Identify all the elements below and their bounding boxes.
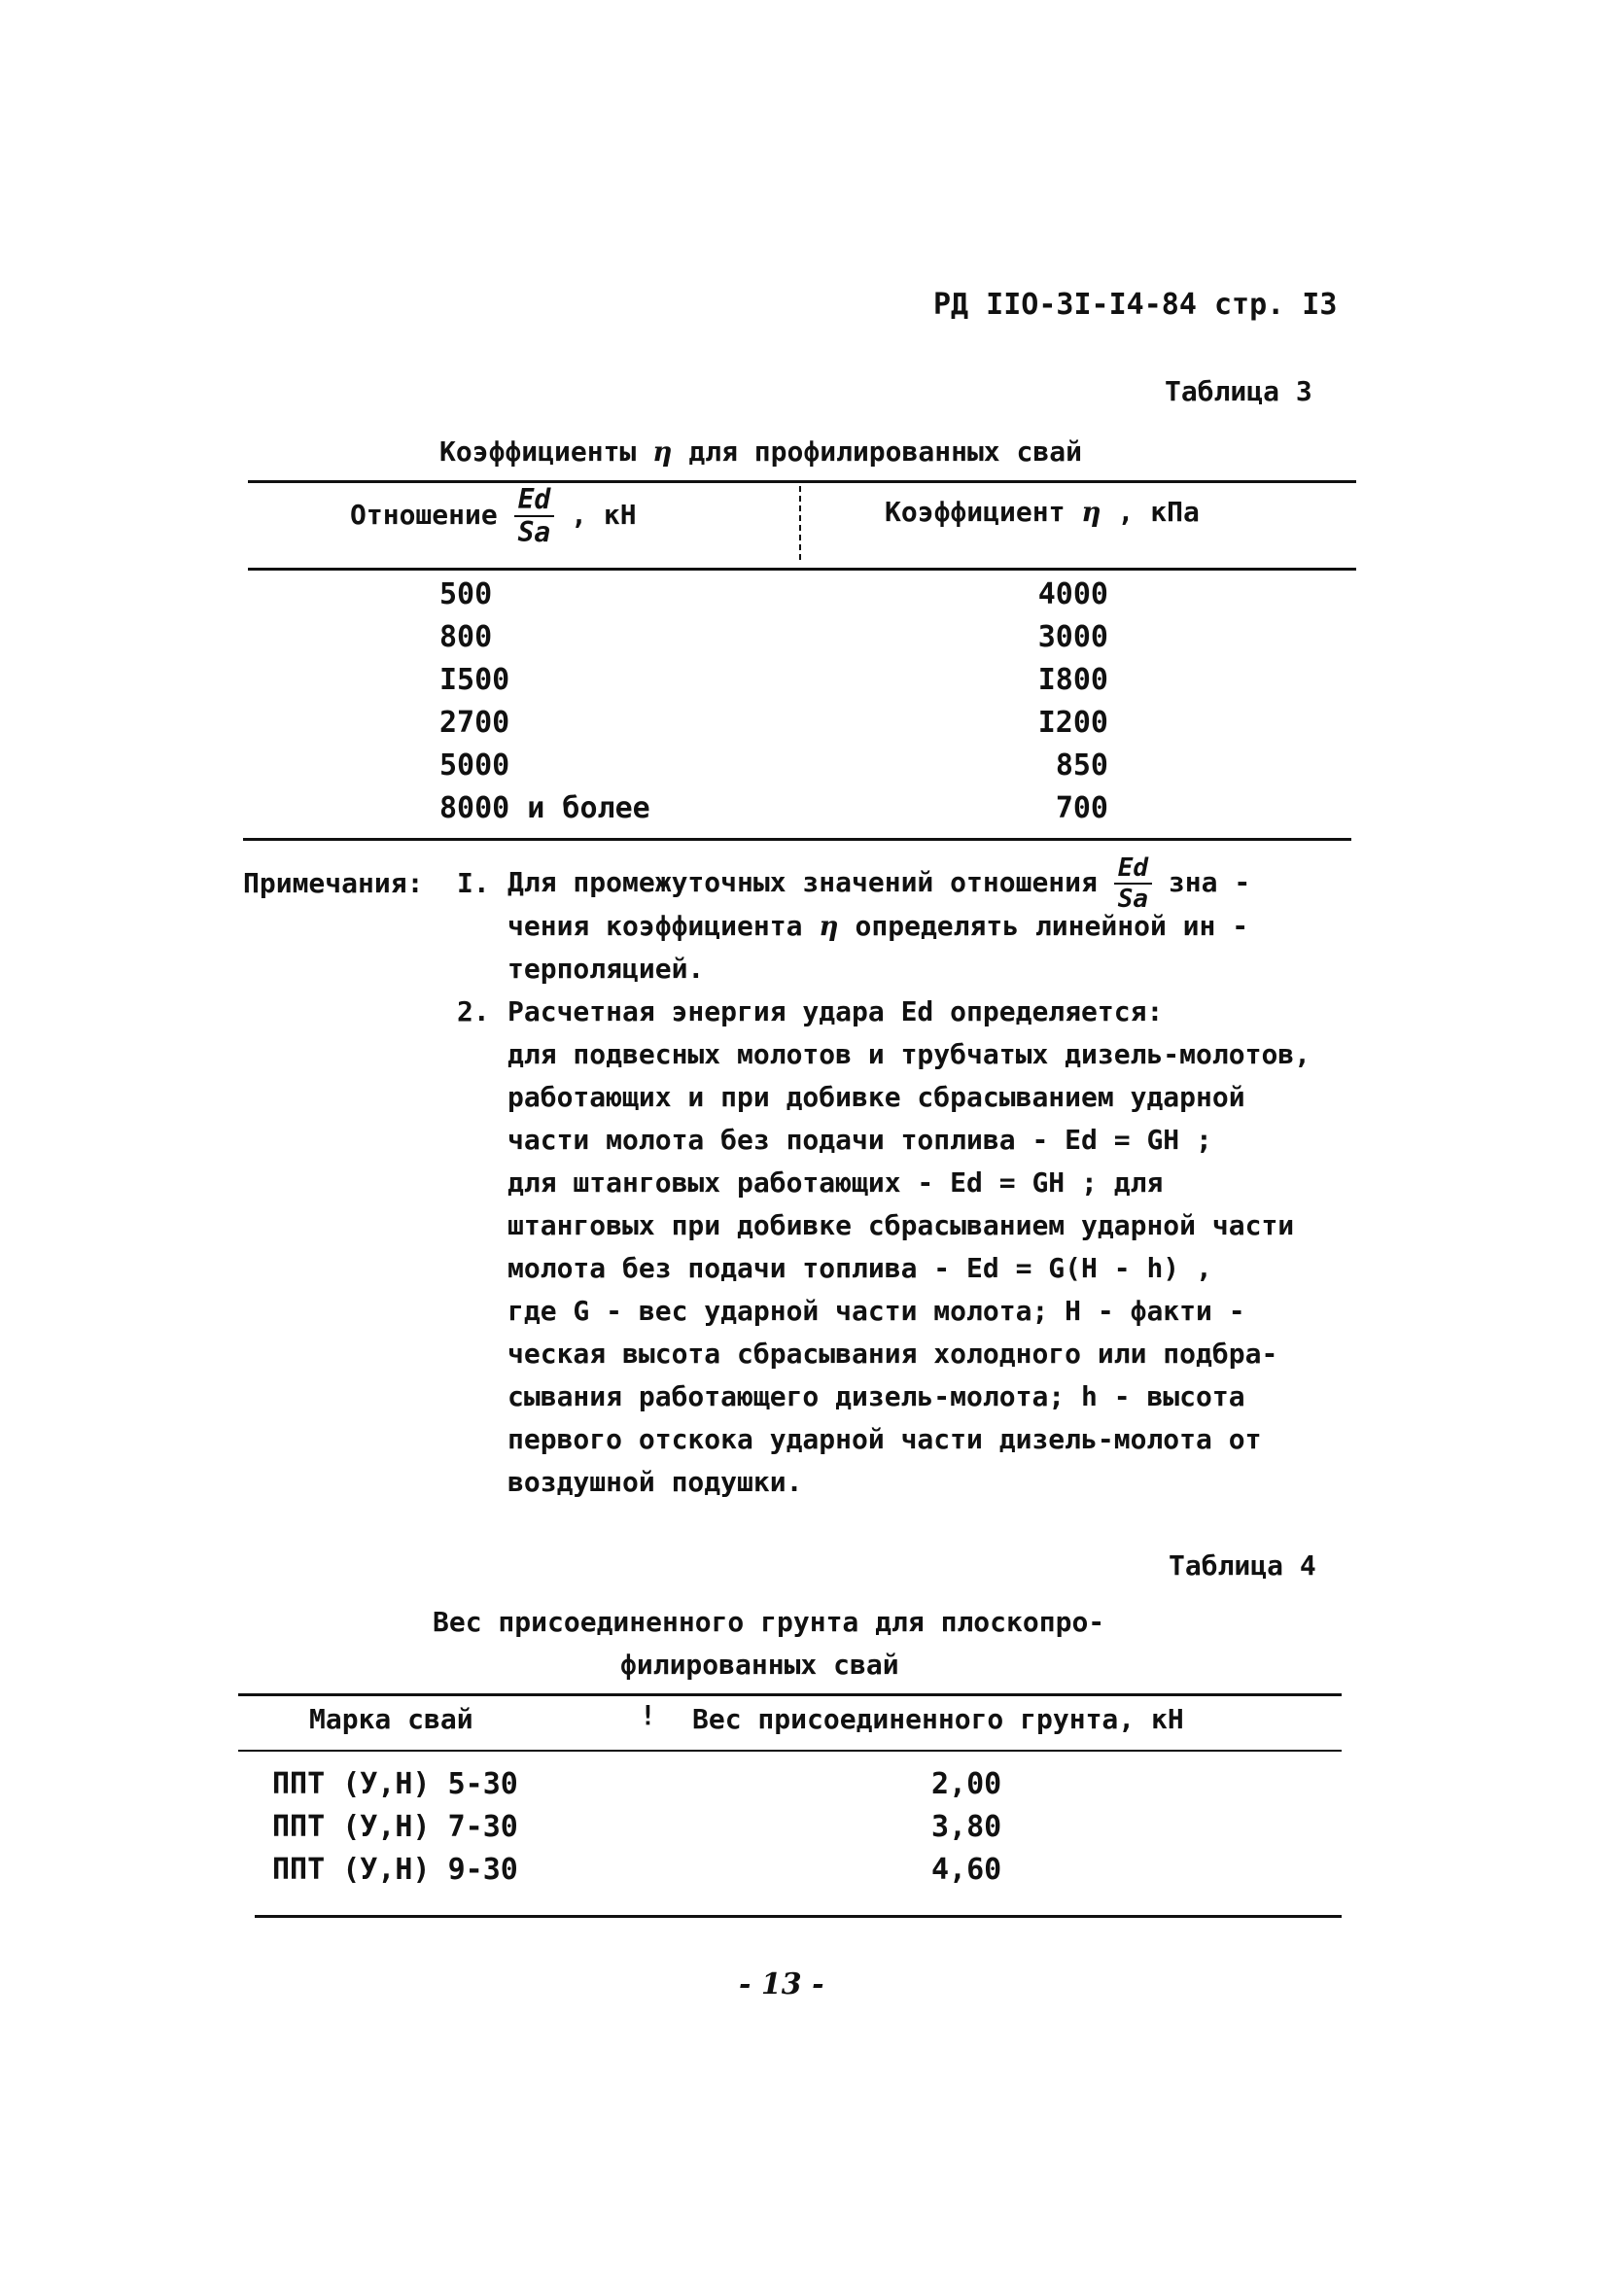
note2-line12: воздушной подушки. [507, 1466, 803, 1498]
note1-fraction [1114, 855, 1152, 912]
table3-row-1-ratio: 500 [439, 577, 493, 611]
table3-column-separator [799, 486, 801, 560]
table4-row-2-weight: 3,80 [931, 1810, 1002, 1844]
table3-row-4-ratio: 2700 [439, 706, 510, 740]
fraction-numerator: Ed [514, 486, 555, 517]
note1-line1 [507, 855, 1250, 912]
table4-row-1-mark: ППТ (У,Н) 5-30 [272, 1767, 518, 1801]
fraction-denominator: Sa [517, 516, 551, 548]
table3-row-6-coef: 700 [1055, 791, 1108, 825]
table3-col1-header-label: Отношение [350, 499, 498, 531]
note1-fraction-numerator: Ed [1114, 855, 1152, 885]
note1-line2 [507, 910, 1248, 942]
note1-number: I. [457, 867, 490, 899]
note2-line2: для подвесных молотов и трубчатых дизель-молотов, [507, 1038, 1311, 1070]
ratio-fraction [514, 483, 555, 548]
table3-col2-header-label: Коэффициент [885, 496, 1066, 528]
note2-line11: первого отскока ударной части дизель-молота от [507, 1423, 1262, 1455]
note1-line1-end: зна - [1168, 866, 1251, 898]
table3-row-3-coef: I800 [1037, 663, 1108, 697]
note2-line7: молота без подачи топлива - Ed = G(H - h) , [507, 1252, 1212, 1284]
table3-col1-unit: , кН [571, 499, 637, 531]
table4-top-rule [238, 1693, 1342, 1696]
note1-line2-end: определять линейной ин - [855, 910, 1249, 942]
note2-line10: сывания работающего дизель-молота; h - высота [507, 1380, 1245, 1412]
table3-bottom-rule [243, 838, 1351, 841]
table4-header-rule [238, 1750, 1342, 1752]
table3-col2-symbol: η [1081, 496, 1101, 528]
table3-row-2-coef: 3000 [1037, 620, 1108, 654]
note1-line1-text: Для промежуточных значений отношения [507, 866, 1098, 898]
note2-line8: где G - вес ударной части молота; H - факти - [507, 1295, 1245, 1327]
note2-line1: Расчетная энергия удара Ed определяется: [507, 995, 1164, 1027]
table4-title-line2: филированных свай [620, 1649, 899, 1681]
note2-line9: ческая высота сбрасывания холодного или подбра- [507, 1338, 1278, 1370]
table3-label: Таблица 3 [1165, 375, 1312, 407]
note2-line3: работающих и при добивке сбрасыванием ударной [507, 1081, 1245, 1113]
note2-line4: части молота без подачи топлива - Ed = GH ; [507, 1124, 1212, 1156]
table4-row-3-weight: 4,60 [931, 1853, 1002, 1887]
table3-col2-unit: , кПа [1117, 496, 1200, 528]
table3-row-3-ratio: I500 [439, 663, 510, 697]
note2-line6: штанговых при добивке сбрасыванием ударной части [507, 1209, 1295, 1241]
table4-row-2-mark: ППТ (У,Н) 7-30 [272, 1810, 518, 1844]
table4-col1-header: Марка свай [309, 1703, 473, 1735]
table3-title [439, 435, 1082, 468]
table3-title-symbol: η [652, 435, 673, 468]
table4-bottom-rule [255, 1915, 1342, 1918]
table3-title-pre: Коэффициенты [439, 435, 637, 468]
table3-row-6-ratio: 8000 и более [439, 791, 650, 825]
notes-label: Примечания: [243, 867, 424, 899]
table3-col1-header [350, 483, 637, 548]
table3-row-4-coef: I200 [1037, 706, 1108, 740]
table3-title-post: для профилированных свай [688, 435, 1082, 468]
note1-line3: терполяцией. [507, 953, 705, 985]
table4-column-separator: ! [640, 1699, 656, 1731]
table3-col2-header [885, 496, 1200, 528]
table4-row-1-weight: 2,00 [931, 1767, 1002, 1801]
document-reference: РД IIO-3I-I4-84 стр. I3 [933, 288, 1338, 322]
note2-line5: для штанговых работающих - Ed = GH ; для [507, 1166, 1164, 1199]
table3-row-2-ratio: 800 [439, 620, 493, 654]
table4-label: Таблица 4 [1169, 1549, 1316, 1582]
page-number: - 13 - [739, 1967, 824, 2001]
table3-row-5-ratio: 5000 [439, 748, 510, 783]
table3-top-rule [248, 480, 1356, 483]
note2-number: 2. [457, 995, 490, 1027]
table3-row-5-coef: 850 [1055, 748, 1108, 783]
table3-header-rule [248, 568, 1356, 571]
note1-line2-text: чения коэффициента [507, 910, 803, 942]
table4-row-3-mark: ППТ (У,Н) 9-30 [272, 1853, 518, 1887]
table4-col2-header: Вес присоединенного грунта, кН [692, 1703, 1184, 1735]
note1-fraction-denominator: Sa [1117, 885, 1149, 914]
table4-title-line1: Вес присоединенного грунта для плоскопро- [433, 1606, 1105, 1638]
table3-row-1-coef: 4000 [1037, 577, 1108, 611]
note1-line2-symbol: η [819, 910, 839, 942]
